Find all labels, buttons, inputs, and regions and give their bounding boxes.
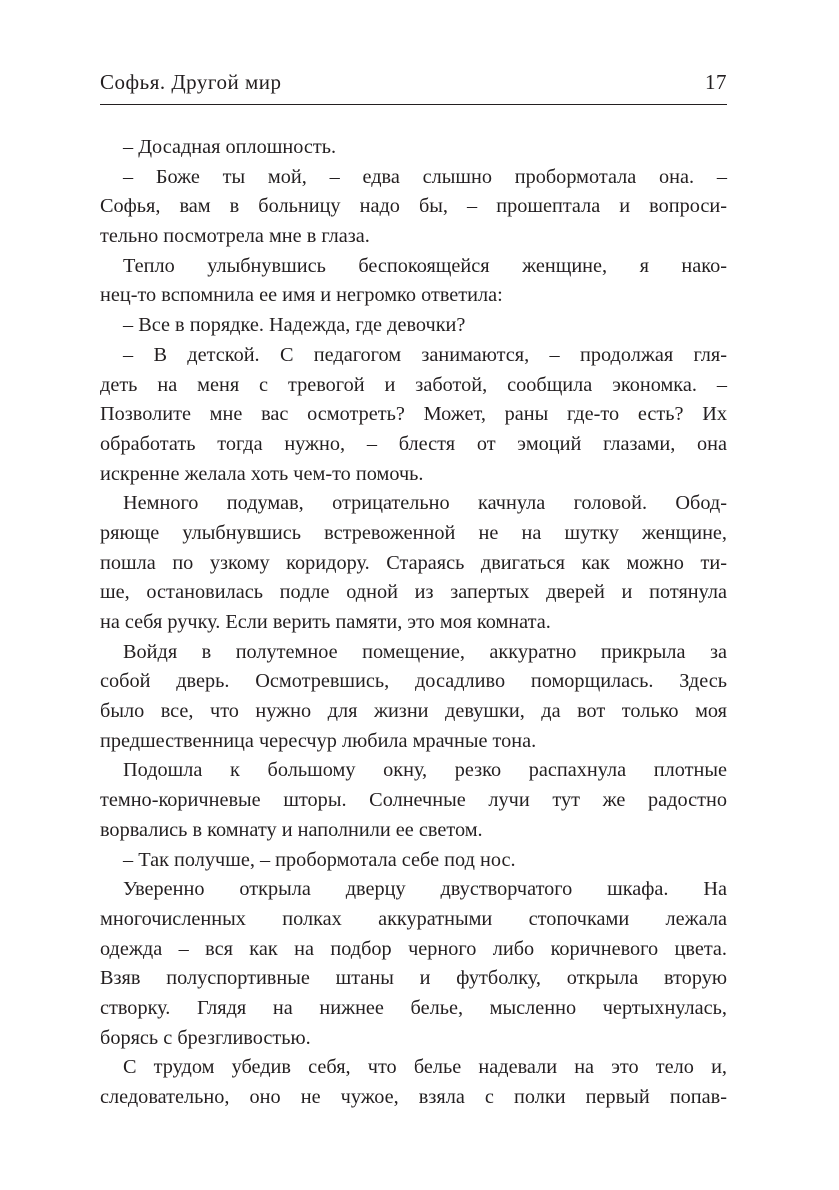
text-line: было все, что нужно для жизни девушки, да вот только моя bbox=[100, 700, 727, 723]
text-line: – Боже ты мой, – едва слышно пробормотала она. – bbox=[123, 165, 727, 188]
page-number: 17 bbox=[705, 70, 727, 94]
text-line: Позволите мне вас осмотреть? Может, раны где-то есть? Их bbox=[100, 403, 727, 426]
text-line: Софья, вам в больницу надо бы, – прошептала и вопроси- bbox=[100, 195, 727, 218]
text-line: тельно посмотрела мне в глаза. bbox=[100, 225, 370, 248]
text-line: створку. Глядя на нижнее белье, мысленно чертыхнулась, bbox=[100, 996, 727, 1019]
text-line: Подошла к большому окну, резко распахнула плотные bbox=[123, 759, 727, 782]
text-line: многочисленных полках аккуратными стопочками лежала bbox=[100, 907, 727, 930]
text-line: собой дверь. Осмотревшись, досадливо поморщилась. Здесь bbox=[100, 670, 727, 693]
text-line: искренне желала хоть чем-то помочь. bbox=[100, 462, 424, 485]
header-rule bbox=[100, 104, 727, 105]
text-line: пошла по узкому коридору. Стараясь двигаться как можно ти- bbox=[100, 551, 727, 574]
text-line: темно-коричневые шторы. Солнечные лучи тут же радостно bbox=[100, 789, 727, 812]
text-line: ряюще улыбнувшись встревоженной не на шутку женщине, bbox=[100, 521, 727, 544]
text-line: – Досадная оплошность. bbox=[123, 136, 337, 158]
text-line: Взяв полуспортивные штаны и футболку, открыла вторую bbox=[100, 967, 727, 990]
text-line: – В детской. С педагогом занимаются, – продолжая гля- bbox=[123, 343, 727, 366]
text-line: нец-то вспомнила ее имя и негромко ответила: bbox=[100, 284, 503, 307]
text-line: Тепло улыбнувшись беспокоящейся женщине, я нако- bbox=[123, 254, 727, 277]
text-line: ворвались в комнату и наполнили ее светом. bbox=[100, 818, 483, 841]
text-line: борясь с брезгливостью. bbox=[100, 1026, 311, 1049]
text-line: Немного подумав, отрицательно качнула головой. Обод- bbox=[123, 492, 727, 515]
text-line: С трудом убедив себя, что белье надевали на это тело и, bbox=[123, 1056, 727, 1079]
text-line: деть на меня с тревогой и заботой, сообщила экономка. – bbox=[100, 373, 727, 396]
text-line: предшественница чересчур любила мрачные тона. bbox=[100, 729, 537, 752]
running-header bbox=[100, 70, 727, 98]
text-line: – Все в порядке. Надежда, где девочки? bbox=[123, 314, 466, 337]
text-line: Уверенно открыла дверцу двустворчатого шкафа. На bbox=[123, 878, 727, 901]
body-text bbox=[100, 133, 727, 1113]
text-line: ше, остановилась подле одной из запертых дверей и потянула bbox=[100, 581, 727, 604]
text-line: на себя ручку. Если верить памяти, это моя комната. bbox=[100, 611, 551, 633]
text-line: – Так получше, – пробормотала себе под нос. bbox=[123, 848, 516, 871]
text-line: обработать тогда нужно, – блестя от эмоций глазами, она bbox=[100, 432, 727, 455]
running-title: Софья. Другой мир bbox=[100, 70, 282, 94]
text-line: одежда – вся как на подбор черного либо коричневого цвета. bbox=[100, 937, 727, 960]
text-line: Войдя в полутемное помещение, аккуратно прикрыла за bbox=[123, 640, 727, 663]
text-line: следовательно, оно не чужое, взяла с полки первый попав- bbox=[100, 1086, 727, 1108]
